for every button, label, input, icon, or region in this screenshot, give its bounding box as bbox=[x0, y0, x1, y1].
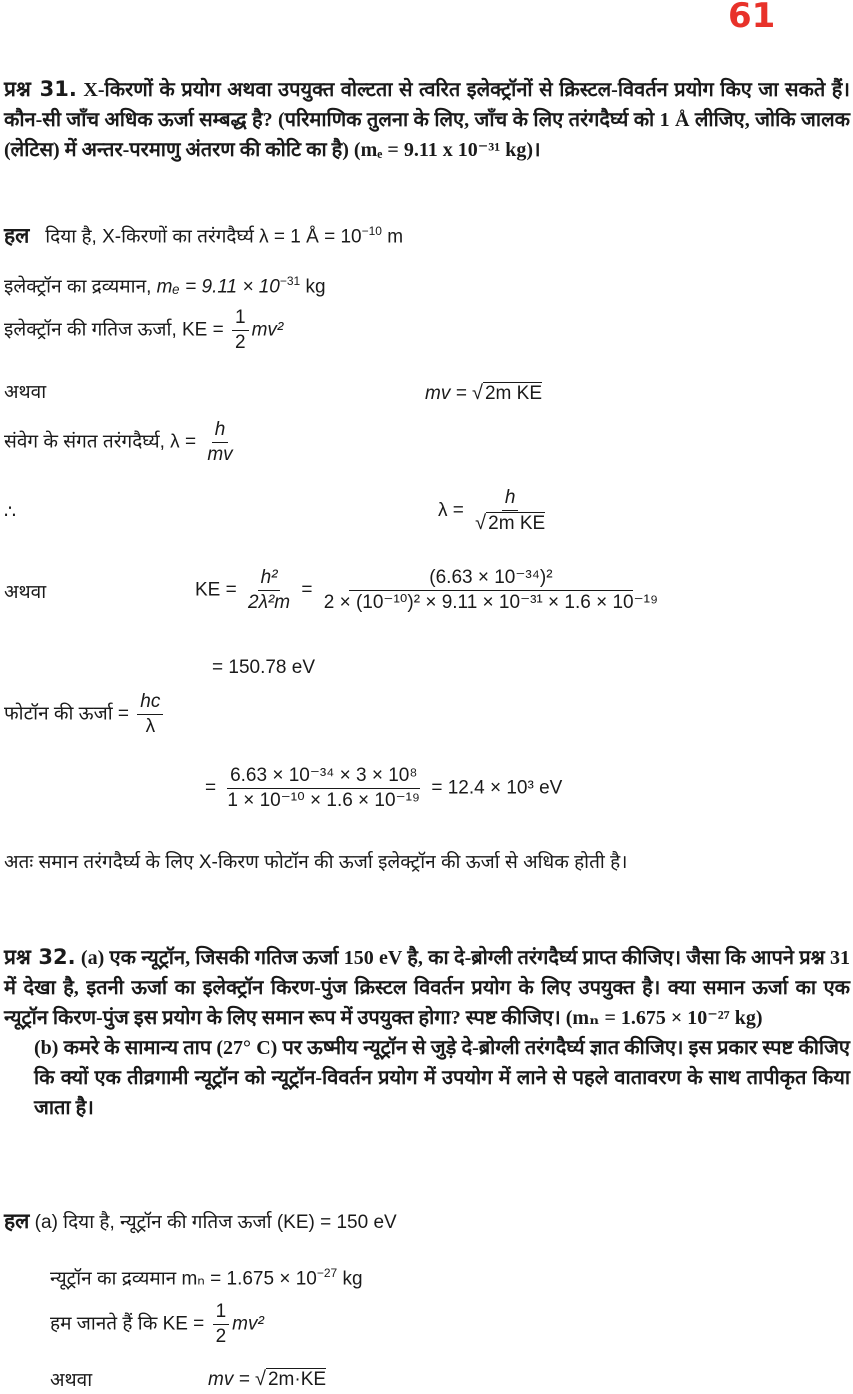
given-line bbox=[4, 218, 403, 250]
sqrt-content: 2m·KE bbox=[267, 1369, 327, 1390]
momentum-equation bbox=[208, 1366, 326, 1393]
wavelength-line bbox=[4, 418, 239, 467]
exponent: −27 bbox=[316, 1266, 338, 1280]
numerator: (6.63 × 10⁻³⁴)² bbox=[349, 566, 632, 591]
fraction bbox=[137, 690, 163, 739]
know-text: हम जानते हैं कि KE = bbox=[50, 1313, 210, 1335]
given-text: (a) दिया है, न्यूट्रॉन की गतिज ऊर्जा (KE) = 150 eV bbox=[34, 1212, 397, 1233]
unit: kg bbox=[300, 276, 326, 298]
photon-calculation bbox=[205, 764, 562, 813]
numerator: h bbox=[502, 486, 519, 511]
mv-eq: mv = bbox=[208, 1369, 255, 1390]
sqrt-content: 2m KE bbox=[488, 513, 546, 534]
numerator: h² bbox=[258, 566, 281, 591]
mass-text: न्यूट्रॉन का द्रव्यमान mₙ = 1.675 × 10 bbox=[50, 1268, 317, 1290]
athva-label: अथवा bbox=[50, 1370, 93, 1391]
fraction-h-mv bbox=[204, 418, 235, 467]
fraction-half bbox=[213, 1300, 230, 1349]
question-31 bbox=[4, 74, 850, 165]
fraction bbox=[321, 566, 661, 615]
page-number: 61 bbox=[728, 0, 776, 36]
fraction bbox=[245, 566, 293, 615]
question-label: प्रश्न 31. bbox=[4, 77, 77, 101]
numerator: h bbox=[212, 418, 229, 443]
fraction bbox=[224, 764, 423, 813]
unit: m bbox=[381, 226, 404, 248]
ke-formula-line bbox=[50, 1300, 264, 1349]
kinetic-energy-line bbox=[4, 306, 283, 355]
unit: kg bbox=[337, 1268, 363, 1290]
photon-result: = 12.4 × 10³ eV bbox=[431, 777, 563, 799]
solution-label: हल bbox=[4, 1209, 30, 1233]
mass-value: mₑ = 9.11 × 10 bbox=[156, 276, 280, 298]
momentum-equation bbox=[425, 380, 542, 407]
solution-label: हल bbox=[4, 223, 30, 248]
mv-squared: mv² bbox=[251, 319, 284, 341]
sqrt-icon: √ bbox=[254, 1368, 266, 1390]
denominator: 2 × (10⁻¹⁰)² × 9.11 × 10⁻³¹ × 1.6 × 10⁻¹⁹ bbox=[323, 592, 659, 613]
numerator: 1 bbox=[213, 1300, 230, 1325]
denominator: λ bbox=[145, 716, 156, 737]
equals: = bbox=[205, 777, 217, 799]
numerator: hc bbox=[137, 690, 163, 715]
given-text: दिया है, X-किरणों का तरंगदैर्घ्य λ = 1 Å = 10 bbox=[45, 226, 362, 248]
lambda-eq: λ = bbox=[438, 500, 470, 522]
photon-label: फोटॉन की ऊर्जा = bbox=[4, 703, 135, 725]
athva-label: अथवा bbox=[4, 582, 47, 603]
question-label: प्रश्न 32. bbox=[4, 945, 76, 969]
exponent: −31 bbox=[279, 274, 301, 288]
numerator: 6.63 × 10⁻³⁴ × 3 × 10⁸ bbox=[227, 764, 420, 789]
question-text: X-किरणों के प्रयोग अथवा उपयुक्त वोल्टता से त्वरित इलेक्ट्रॉनों से क्रिस्टल-विवर्तन प्रयोग किए जा सकते हैं। कौन-सी जाँच अधिक ऊर्जा सम्बद्ध है? (परिमाणिक तुलना के लिए, जाँच के लिए तरंगदैर्घ्य को 1 Å लीजिए, जोकि जालक (लेटिस) में अन्तर-परमाणु अंतरण की कोटि का है) (mₑ = 9.11 x 10⁻³¹ kg)। bbox=[4, 79, 850, 161]
ke-eq: KE = bbox=[195, 579, 242, 601]
question-part-b: (b) कमरे के सामान्य ताप (27° C) पर ऊष्मीय न्यूट्रॉन से जुड़े दे-ब्रोग्ली तरंगदैर्घ्य ज्ञात कीजिए। इस प्रकार स्पष्ट कीजिए कि क्यों एक तीव्रगामी न्यूट्रॉन को न्यूट्रॉन-विवर्तन प्रयोग में उपयोग में लाने से पहले वातावरण के साथ तापीकृत किया जाता है। bbox=[34, 1037, 850, 1119]
equals: = bbox=[301, 579, 313, 601]
denominator: 2 bbox=[215, 1326, 227, 1347]
exponent: −10 bbox=[361, 224, 382, 238]
fraction-half bbox=[232, 306, 249, 355]
mv-eq: mv = bbox=[425, 383, 472, 404]
question-part-a: (a) एक न्यूट्रॉन, जिसकी गतिज ऊर्जा 150 eV है, का दे-ब्रोग्ली तरंगदैर्घ्य प्राप्त कीजिए। जैसा कि आपने प्रश्न 31 में देखा है, इतनी ऊर्जा का इलेक्ट्रॉन किरण-पुंज क्रिस्टल विवर्तन प्रयोग के लिए उपयुक्त है। क्या समान ऊर्जा का एक न्यूट्रॉन किरण-पुंज इस प्रयोग के लिए समान रूप में उपयुक्त होगा? स्पष्ट कीजिए। (mₙ = 1.675 × 10⁻²⁷ kg) bbox=[4, 947, 851, 1029]
sqrt-icon: √ bbox=[475, 512, 487, 534]
denominator: mv bbox=[207, 444, 233, 465]
denominator bbox=[472, 511, 548, 536]
photon-energy-line bbox=[4, 690, 166, 739]
numerator: 1 bbox=[232, 306, 249, 331]
ke-calculation bbox=[195, 566, 664, 615]
sqrt-content: 2m KE bbox=[484, 383, 542, 404]
fraction bbox=[472, 486, 548, 536]
denominator: 2 bbox=[235, 332, 246, 353]
lambda-equation bbox=[438, 486, 551, 536]
sqrt-icon: √ bbox=[471, 382, 483, 404]
ke-label: इलेक्ट्रॉन की गतिज ऊर्जा, KE = bbox=[4, 319, 229, 341]
mv-squared: mv² bbox=[232, 1313, 264, 1335]
question-32 bbox=[4, 942, 850, 1123]
electron-mass-line bbox=[4, 268, 326, 300]
mass-label: इलेक्ट्रॉन का द्रव्यमान, bbox=[4, 276, 157, 298]
wavelength-label: संवेग के संगत तरंगदैर्घ्य, λ = bbox=[4, 431, 202, 453]
therefore-icon: ∴ bbox=[4, 502, 17, 523]
athva-label: अथवा bbox=[4, 382, 47, 403]
denominator: 2λ²m bbox=[248, 592, 291, 613]
ke-result: = 150.78 eV bbox=[212, 657, 316, 678]
neutron-mass-line bbox=[50, 1260, 363, 1292]
denominator: 1 × 10⁻¹⁰ × 1.6 × 10⁻¹⁹ bbox=[227, 790, 421, 811]
solution-32-given bbox=[4, 1208, 397, 1236]
conclusion: अतः समान तरंगदैर्घ्य के लिए X-किरण फोटॉन की ऊर्जा इलेक्ट्रॉन की ऊर्जा से अधिक होती है। bbox=[4, 852, 628, 873]
